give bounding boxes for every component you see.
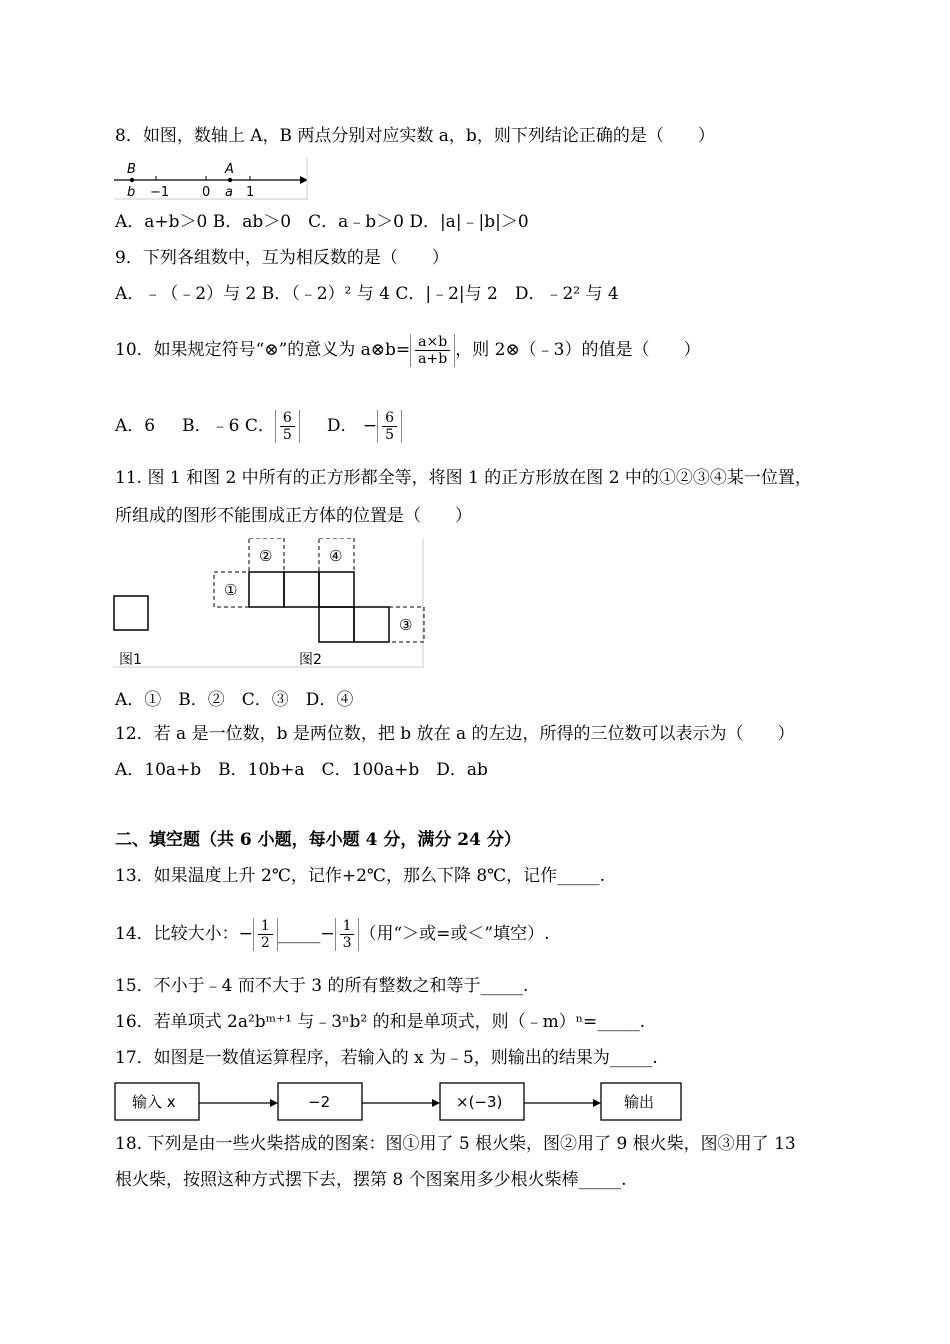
q10-options [115, 410, 402, 443]
fraction-numerator: a×b [415, 334, 450, 351]
label-minus-one: −1 [150, 185, 170, 200]
q12-stem: 12．若 a 是一位数，b 是两位数，把 b 放在 a 的左边，所得的三位数可以表示为（ ） [115, 724, 795, 744]
q8-stem: 8．如图，数轴上 A，B 两点分别对应实数 a，b，则下列结论正确的是（ ） [115, 126, 715, 146]
arrow-icon [593, 1099, 601, 1107]
minus-sign: − [362, 416, 378, 436]
q8-options: A．a+b＞0 B．ab＞0 C．a﹣b＞0 D．|a|﹣|b|＞0 [115, 212, 529, 232]
fraction-denominator: a+b [418, 351, 448, 367]
q14-prefix: 14．比较大小： [115, 924, 239, 944]
q11-stem-line2: 所组成的图形不能围成正方体的位置是（ ） [115, 506, 472, 526]
q10-stem-part2: ，则 2⊗（﹣3）的值是（ ） [455, 340, 701, 360]
q11-squares-figure [113, 538, 425, 670]
input-label: 输入 x [132, 1093, 176, 1111]
q12-options: A．10a+b B．10b+a C．100a+b D．ab [115, 760, 488, 780]
q14-suffix: （用“＞或=或＜”填空）. [359, 924, 550, 944]
q10-option-b: B．﹣6 C． [182, 416, 275, 436]
fig2-label: 图2 [299, 652, 322, 668]
q17-stem: 17．如图是一数值运算程序，若输入的 x 为﹣5，则输出的结果为_____. [115, 1048, 658, 1068]
q18-line2: 根火柴，按照这种方式摆下去，摆第 8 个图案用多少根火柴棒_____. [115, 1170, 627, 1190]
point-b-dot [130, 178, 134, 182]
point-a-dot [228, 178, 232, 182]
q14-fraction-2: $\frac{1}{3}$ [335, 918, 360, 951]
q10-definition-fraction [410, 334, 455, 367]
minus-sign: − [320, 924, 335, 944]
label-one: 1 [246, 185, 255, 200]
fig1-label: 图1 [119, 652, 142, 668]
q10-option-d: D． [326, 416, 358, 436]
marker-1: ① [224, 581, 238, 599]
answer-blank: _____ [277, 924, 321, 944]
q18-line1: 18. 下列是由一些火柴搭成的图案：图①用了 5 根火柴，图②用了 9 根火柴，图③用了 13 [115, 1134, 796, 1154]
output-label: 输出 [624, 1093, 655, 1111]
step2-label: ×(−3) [456, 1093, 503, 1111]
label-zero: 0 [202, 185, 211, 200]
marker-4: ④ [329, 547, 343, 565]
arrow-icon [432, 1099, 440, 1107]
q11-stem-line1: 11. 图 1 和图 2 中所有的正方形都全等，将图 1 的正方形放在图 2 中的①②③④某一位置， [115, 468, 812, 488]
section-2-title: 二、填空题（共 6 小题，每小题 4 分，满分 24 分） [115, 830, 521, 850]
label-upper-a: A [225, 162, 234, 177]
q10-option-c-fraction: $\frac{6}{5}$ [275, 410, 300, 443]
q11-options: A．① B．② C．③ D．④ [115, 690, 354, 710]
step1-label: −2 [308, 1093, 331, 1111]
q15-stem: 15．不小于﹣4 而不大于 3 的所有整数之和等于_____. [115, 976, 529, 996]
q9-options: A．﹣（﹣2）与 2 B．（﹣2）² 与 4 C．|﹣2|与 2 D．﹣2² 与 4 [115, 284, 619, 304]
minus-sign: − [238, 924, 253, 944]
q10-stem [115, 334, 701, 367]
label-lower-a: a [225, 185, 233, 200]
q17-flowchart [114, 1082, 684, 1122]
q10-option-d-fraction: $\frac{6}{5}$ [377, 410, 402, 443]
q14-stem [115, 918, 550, 951]
label-lower-b: b [127, 185, 136, 200]
label-upper-b: B [127, 162, 136, 177]
q10-option-a: A．6 [115, 416, 156, 436]
q14-fraction-1: $\frac{1}{2}$ [253, 918, 278, 951]
q10-stem-part1: 10．如果规定符号“⊗”的意义为 a⊗b= [115, 340, 411, 360]
fig1-square [114, 596, 148, 630]
q9-stem: 9．下列各组数中，互为相反数的是（ ） [115, 248, 449, 268]
q13-stem: 13．如果温度上升 2℃，记作+2℃，那么下降 8℃，记作_____. [115, 866, 606, 886]
q16-stem: 16．若单项式 2a²bᵐ⁺¹ 与﹣3ⁿb² 的和是单项式，则（﹣m）ⁿ=_____. [115, 1012, 646, 1032]
marker-2: ② [259, 547, 273, 565]
marker-3: ③ [399, 616, 413, 634]
q8-number-line-figure [114, 158, 308, 200]
arrow-icon [270, 1099, 278, 1107]
